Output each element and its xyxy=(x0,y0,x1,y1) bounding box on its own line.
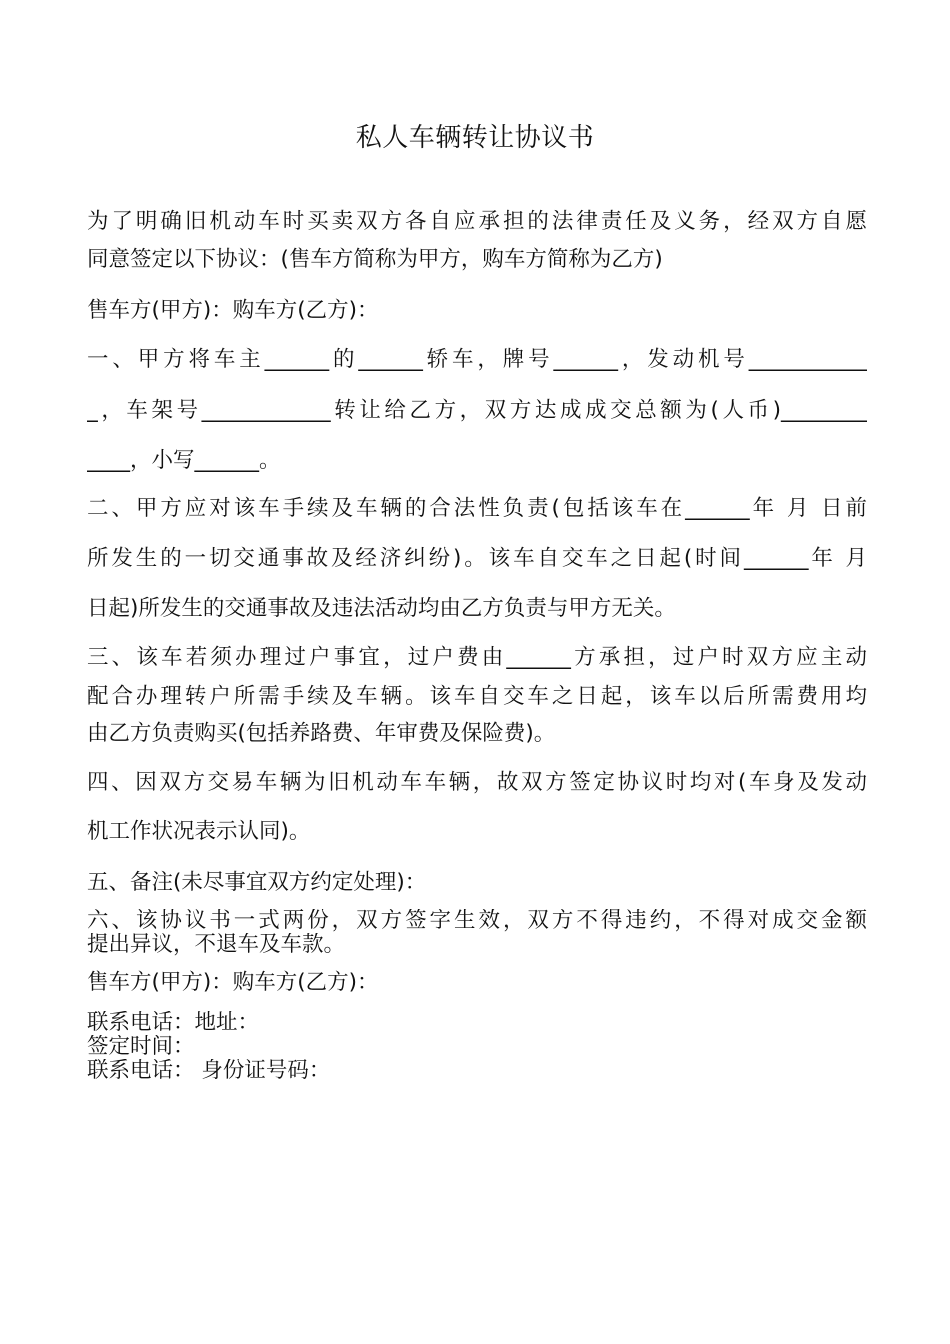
intro-line-2: 同意签定以下协议：(售车方简称为甲方，购车方简称为乙方) xyxy=(87,247,663,272)
clause-1-line-1: 一、甲方将车主______的______轿车，牌号______，发动机号___________ xyxy=(87,347,867,372)
contact-line-1: 联系电话：地址： xyxy=(87,1011,260,1035)
clause-3-line-3: 由乙方负责购买(包括养路费、年审费及保险费)。 xyxy=(87,721,556,746)
intro-line-1: 为了明确旧机动车时买卖双方各自应承担的法律责任及义务，经双方自愿 xyxy=(87,209,867,234)
sign-time-line: 签定时间： xyxy=(87,1035,195,1059)
parties-line-2: 售车方(甲方)：购车方(乙方)： xyxy=(87,970,379,995)
clause-2-line-2: 所发生的一切交通事故及经济纠纷)。该车自交车之日起(时间______年 月 xyxy=(87,546,867,571)
parties-line-1: 售车方(甲方)：购车方(乙方)： xyxy=(87,298,379,323)
clause-3-line-1: 三、该车若须办理过户事宜，过户费由______方承担，过户时双方应主动 xyxy=(87,645,867,670)
clause-4-line-1: 四、因双方交易车辆为旧机动车车辆，故双方签定协议时均对(车身及发动 xyxy=(87,770,867,795)
clause-6-line-1: 六、该协议书一式两份，双方签字生效，双方不得违约，不得对成交金额 xyxy=(87,909,867,933)
clause-4-line-2: 机工作状况表示认同)。 xyxy=(87,819,311,844)
clause-6-line-2: 提出异议，不退车及车款。 xyxy=(87,933,346,957)
clause-1-line-3: ____，小写______。 xyxy=(87,448,281,473)
document-title: 私人车辆转让协议书 xyxy=(355,123,595,153)
clause-1-line-2: _，车架号____________转让给乙方，双方达成成交总额为(人币)________ xyxy=(87,398,867,423)
clause-3-line-2: 配合办理转户所需手续及车辆。该车自交车之日起，该车以后所需费用均 xyxy=(87,684,867,709)
clause-5-line: 五、备注(未尽事宜双方约定处理)： xyxy=(87,870,427,895)
contact-line-2: 联系电话： 身份证号码： xyxy=(87,1059,331,1083)
clause-2-line-3: 日起)所发生的交通事故及违法活动均由乙方负责与甲方无关。 xyxy=(87,596,676,621)
clause-2-line-1: 二、甲方应对该车手续及车辆的合法性负责(包括该车在______年 月 日前 xyxy=(87,496,867,521)
